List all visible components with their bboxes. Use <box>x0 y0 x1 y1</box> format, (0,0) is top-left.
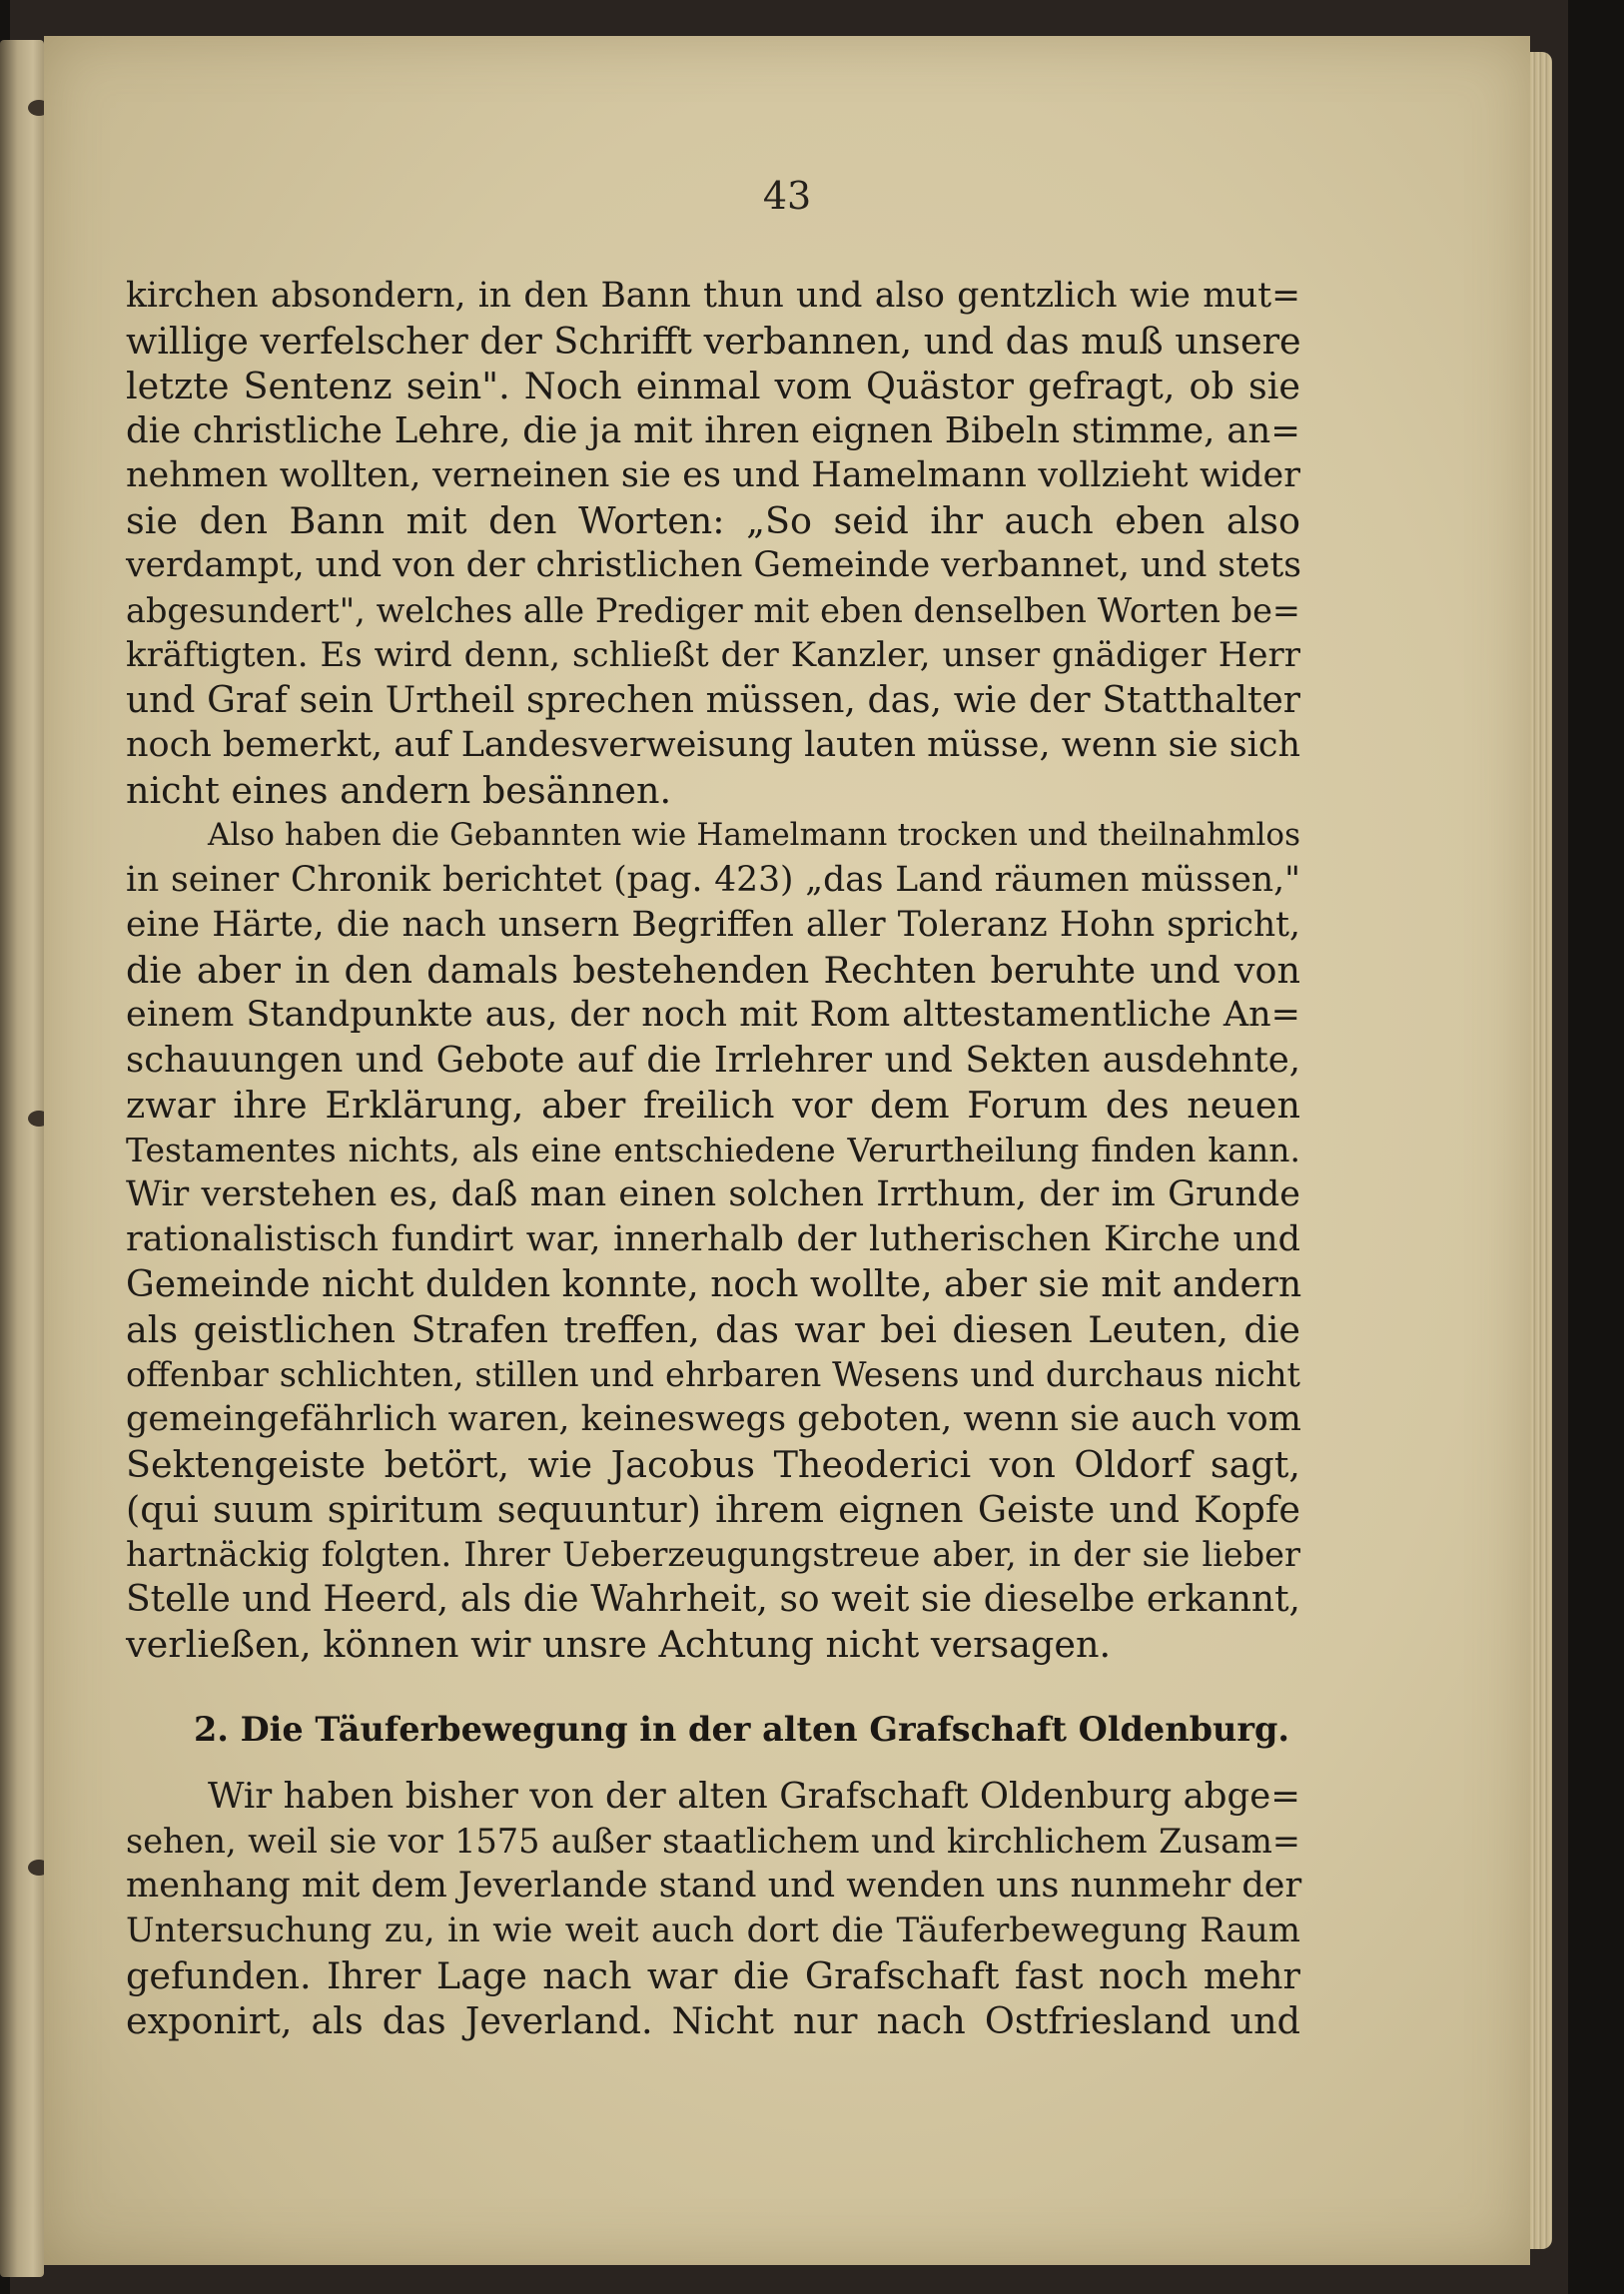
text-line: noch bemerkt, auf Landesverweisung lauten müsse, wenn sie sich <box>126 725 1300 765</box>
text-line: Wir verstehen es, daß man einen solchen Irrthum, der im Grunde <box>126 1174 1300 1214</box>
text-line: schauungen und Gebote auf die Irrlehrer und Sekten ausdehnte, <box>126 1040 1300 1081</box>
text-line: nehmen wollten, verneinen sie es und Hamelmann vollzieht wider <box>126 455 1300 495</box>
text-line: kirchen absondern, in den Bann thun und also gentzlich wie mut= <box>126 276 1300 316</box>
text-line: rationalistisch fundirt war, innerhalb der lutherischen Kirche und <box>126 1219 1300 1259</box>
text-line: nicht eines andern besännen. <box>126 769 672 812</box>
previous-page-edge <box>0 40 44 2277</box>
text-line: letzte Sentenz sein". Noch einmal vom Quästor gefragt, ob sie <box>126 365 1300 407</box>
text-line: Wir haben bisher von der alten Grafschaft Oldenburg abge= <box>208 1776 1300 1817</box>
text-line: als geistlichen Strafen treffen, das war bei diesen Leuten, die <box>126 1308 1300 1351</box>
text-line: Stelle und Heerd, als die Wahrheit, so weit sie dieselbe erkannt, <box>126 1579 1300 1620</box>
text-line: Untersuchung zu, in wie weit auch dort die Täuferbewegung Raum <box>126 1911 1300 1950</box>
text-line: eine Härte, die nach unsern Begriffen aller Toleranz Hohn spricht, <box>126 905 1300 945</box>
text-line: Testamentes nichts, als eine entschiedene Verurtheilung finden kann. <box>126 1131 1300 1169</box>
text-line: Gemeinde nicht dulden konnte, noch wollte, aber sie mit andern <box>126 1264 1302 1305</box>
paragraph-2 <box>126 813 1300 1667</box>
text-line: sehen, weil sie vor 1575 außer staatlichem und kirchlichem Zusam= <box>126 1822 1300 1861</box>
text-line: (qui suum spiritum sequuntur) ihrem eignen Geiste und Kopfe <box>126 1488 1300 1531</box>
text-line: gefunden. Ihrer Lage nach war die Grafschaft fast noch mehr <box>126 1954 1300 1997</box>
text-block <box>126 274 1300 2043</box>
page-fore-edges <box>1530 52 1552 2249</box>
page-number: 43 <box>762 174 812 218</box>
text-line: die christliche Lehre, die ja mit ihren eignen Bibeln stimme, an= <box>126 410 1300 451</box>
text-line: menhang mit dem Jeverlande stand und wenden uns nunmehr der <box>126 1866 1302 1906</box>
section-heading: 2. Die Täuferbewegung in der alten Grafschaft Oldenburg. <box>194 1710 1290 1749</box>
text-line: kräftigten. Es wird denn, schließt der Kanzler, unser gnädiger Herr <box>126 635 1300 675</box>
text-line: Also haben die Gebannten wie Hamelmann trocken und theilnahmlos <box>208 817 1300 853</box>
paragraph-3 <box>126 1774 1300 2043</box>
paragraph-1 <box>126 274 1300 813</box>
text-line: sie den Bann mit den Worten: „So seid ihr auch eben also <box>126 499 1300 542</box>
text-line: hartnäckig folgten. Ihrer Ueberzeugungstreue aber, in der sie lieber <box>126 1535 1300 1574</box>
text-line: und Graf sein Urtheil sprechen müssen, das, wie der Statthalter <box>126 680 1300 721</box>
text-line: verdampt, und von der christlichen Gemeinde verbannet, und stets <box>126 545 1301 585</box>
book-page <box>44 36 1530 2265</box>
text-line: in seiner Chronik berichtet (pag. 423) „das Land räumen müssen," <box>126 860 1300 900</box>
text-line: die aber in den damals bestehenden Rechten beruhte und von <box>126 949 1300 992</box>
text-line: gemeingefährlich waren, keineswegs geboten, wenn sie auch vom <box>126 1399 1301 1439</box>
text-line: abgesundert", welches alle Prediger mit eben denselben Worten be= <box>126 591 1300 630</box>
text-line: verließen, können wir unsre Achtung nicht versagen. <box>126 1623 1112 1666</box>
text-line: einem Standpunkte aus, der noch mit Rom alttestamentliche An= <box>126 995 1300 1035</box>
text-line: offenbar schlichten, stillen und ehrbaren Wesens und durchaus nicht <box>126 1355 1300 1394</box>
text-line: zwar ihre Erklärung, aber freilich vor dem Forum des neuen <box>126 1084 1300 1127</box>
text-line: Sektengeiste betört, wie Jacobus Theoderici von Oldorf sagt, <box>126 1443 1300 1486</box>
text-line: exponirt, als das Jeverland. Nicht nur nach Ostfriesland und <box>126 1999 1300 2042</box>
text-line: willige verfelscher der Schrifft verbannen, und das muß unsere <box>126 320 1301 363</box>
